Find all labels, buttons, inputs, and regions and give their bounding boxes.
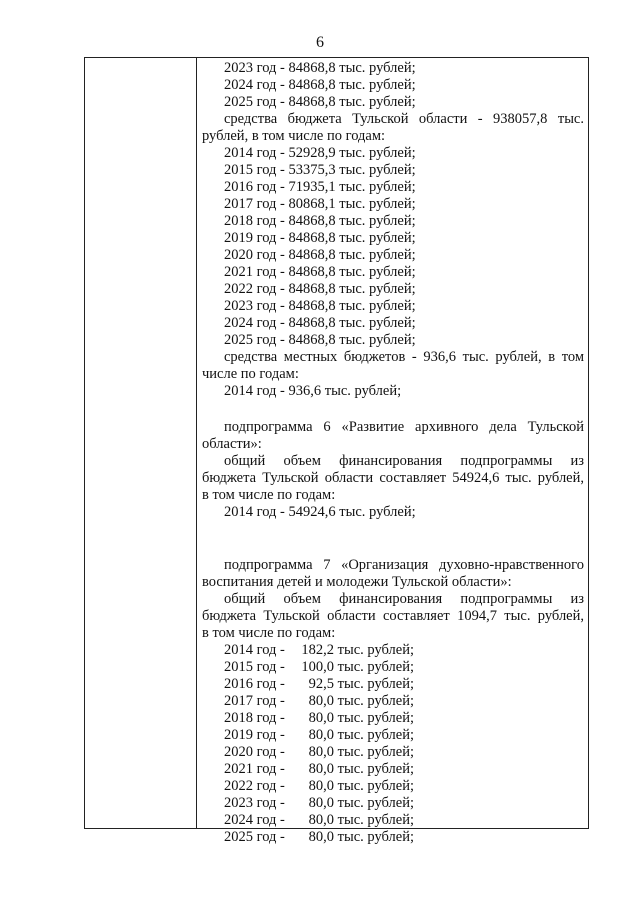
year-label: 2022 год - [224, 778, 285, 794]
regional-budget-intro-cont: рублей, в том числе по годам: [202, 128, 386, 144]
year-line: 2015 год - 53375,3 тыс. рублей; [224, 162, 416, 178]
year-unit: тыс. рублей; [337, 778, 414, 794]
year-line: 2025 год - 84868,8 тыс. рублей; [224, 94, 416, 110]
subprogram-6-funding: общий объем финансирования подпрограммы из [224, 453, 584, 469]
year-amount: 80,0 [308, 710, 334, 726]
subprogram-6-section [202, 419, 584, 521]
subprogram-7-title: подпрограмма 7 «Организация духовно-нравственного [224, 557, 584, 573]
year-line [202, 829, 584, 846]
year-unit: тыс. рублей; [337, 642, 414, 658]
year-unit: тыс. рублей; [337, 829, 414, 845]
table-left-column [85, 58, 197, 828]
spacer [202, 521, 584, 540]
year-amount: 100,0 [301, 659, 334, 675]
year-line [202, 642, 584, 659]
year-line: 2022 год - 84868,8 тыс. рублей; [224, 281, 416, 297]
year-amount: 80,0 [308, 829, 334, 845]
block1-years [202, 60, 584, 111]
year-amount: 80,0 [308, 778, 334, 794]
year-line: 2023 год - 84868,8 тыс. рублей; [224, 298, 416, 314]
year-unit: тыс. рублей; [337, 812, 414, 828]
year-label: 2016 год - [224, 676, 285, 692]
year-amount: 80,0 [308, 727, 334, 743]
spacer [202, 540, 584, 557]
year-line: 2014 год - 52928,9 тыс. рублей; [224, 145, 416, 161]
year-line [202, 744, 584, 761]
subprogram-6-title: подпрограмма 6 «Развитие архивного дела Тульской [224, 419, 584, 435]
year-line: 2025 год - 84868,8 тыс. рублей; [224, 332, 416, 348]
year-amount: 80,0 [308, 795, 334, 811]
year-line: 2024 год - 84868,8 тыс. рублей; [224, 77, 416, 93]
subprogram-6-title-cont: области»: [202, 436, 262, 452]
year-unit: тыс. рублей; [337, 727, 414, 743]
year-line [202, 710, 584, 727]
table-right-column [197, 58, 588, 845]
year-label: 2014 год - [224, 642, 285, 658]
regional-budget-section [202, 111, 584, 349]
year-line [202, 676, 584, 693]
year-label: 2019 год - [224, 727, 285, 743]
year-line: 2020 год - 84868,8 тыс. рублей; [224, 247, 416, 263]
year-line: 2018 год - 84868,8 тыс. рублей; [224, 213, 416, 229]
year-label: 2021 год - [224, 761, 285, 777]
year-amount: 80,0 [308, 812, 334, 828]
page-number: 6 [316, 34, 324, 51]
year-line [202, 693, 584, 710]
year-line: 2021 год - 84868,8 тыс. рублей; [224, 264, 416, 280]
year-unit: тыс. рублей; [337, 761, 414, 777]
year-amount: 182,2 [301, 642, 334, 658]
year-line [202, 795, 584, 812]
year-line: 2016 год - 71935,1 тыс. рублей; [224, 179, 416, 195]
year-label: 2015 год - [224, 659, 285, 675]
spacer [202, 400, 584, 419]
year-amount: 80,0 [308, 693, 334, 709]
year-unit: тыс. рублей; [337, 659, 414, 675]
year-line [202, 778, 584, 795]
financing-table [84, 57, 589, 845]
year-label: 2017 год - [224, 693, 285, 709]
year-label: 2020 год - [224, 744, 285, 760]
year-line: 2017 год - 80868,1 тыс. рублей; [224, 196, 416, 212]
year-label: 2023 год - [224, 795, 285, 811]
year-line: 2024 год - 84868,8 тыс. рублей; [224, 315, 416, 331]
subprogram-6-funding-cont: бюджета Тульской области составляет 54924,6 тыс. рублей, [202, 470, 584, 486]
year-line [202, 812, 584, 829]
year-unit: тыс. рублей; [337, 693, 414, 709]
subprogram-6-funding-cont: в том числе по годам: [202, 487, 336, 503]
year-label: 2025 год - [224, 829, 285, 845]
subprogram-7-funding: общий объем финансирования подпрограммы из [224, 591, 584, 607]
year-unit: тыс. рублей; [337, 795, 414, 811]
year-line: 2019 год - 84868,8 тыс. рублей; [224, 230, 416, 246]
regional-budget-intro: средства бюджета Тульской области - 938057,8 тыс. [224, 111, 584, 127]
year-amount: 80,0 [308, 761, 334, 777]
year-unit: тыс. рублей; [337, 744, 414, 760]
local-budget-intro: средства местных бюджетов - 936,6 тыс. рублей, в том [224, 349, 584, 365]
subprogram-7-funding-cont: бюджета Тульской области составляет 1094,7 тыс. рублей, [202, 608, 584, 624]
year-line [202, 761, 584, 778]
subprogram-7-title-cont: воспитания детей и молодежи Тульской области»: [202, 574, 512, 590]
year-label: 2018 год - [224, 710, 285, 726]
year-line: 2014 год - 54924,6 тыс. рублей; [224, 504, 416, 520]
local-budget-section [202, 349, 584, 400]
year-unit: тыс. рублей; [337, 676, 414, 692]
year-amount: 92,5 [308, 676, 334, 692]
year-label: 2024 год - [224, 812, 285, 828]
subprogram-7-funding-cont: в том числе по годам: [202, 625, 336, 641]
subprogram-7-section [202, 557, 584, 846]
year-line: 2014 год - 936,6 тыс. рублей; [224, 383, 402, 399]
year-line [202, 727, 584, 744]
year-line: 2023 год - 84868,8 тыс. рублей; [224, 60, 416, 76]
year-line [202, 659, 584, 676]
year-unit: тыс. рублей; [337, 710, 414, 726]
year-amount: 80,0 [308, 744, 334, 760]
local-budget-intro-cont: числе по годам: [202, 366, 299, 382]
